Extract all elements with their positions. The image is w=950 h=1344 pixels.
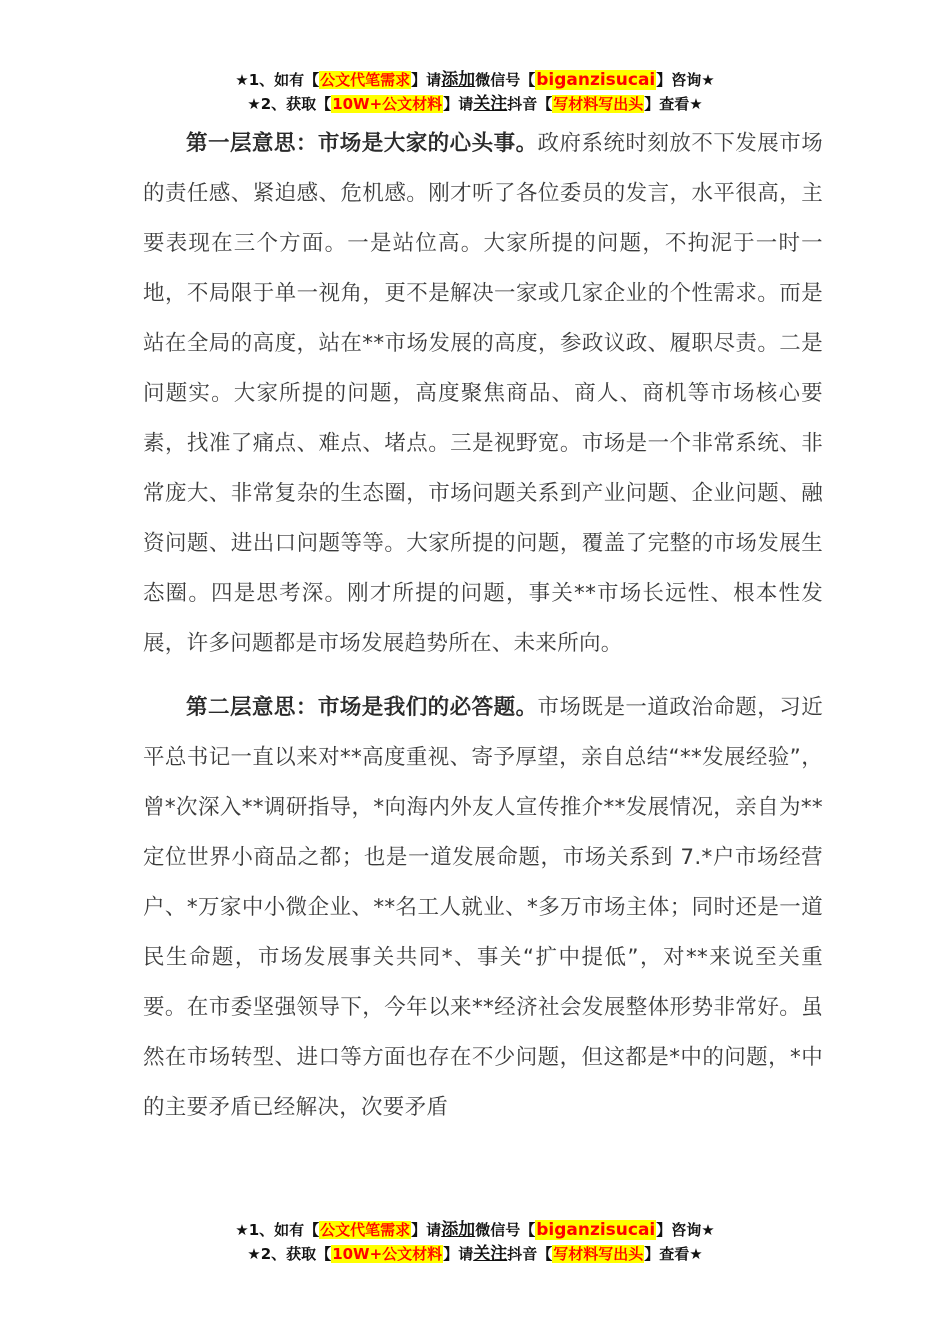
highlight-wechat-id: biganzisucai <box>536 70 656 90</box>
banner-text: 】查看★ <box>644 95 703 113</box>
banner-text: 抖音【 <box>507 1245 553 1263</box>
banner-text: 】请 <box>443 95 474 113</box>
banner-text: ★2、获取【 <box>247 1245 332 1263</box>
banner-text: 微信号【 <box>475 1221 536 1239</box>
banner-text: 】查看★ <box>644 1245 703 1263</box>
underlined-add: 添加 <box>441 70 476 90</box>
banner-text: 】请 <box>411 1221 442 1239</box>
highlight-materials: 10W+公文材料 <box>332 1245 443 1263</box>
banner-line-1 <box>0 68 950 92</box>
banner-line-1 <box>0 1218 950 1242</box>
banner-text: 】请 <box>411 71 442 89</box>
underlined-add: 添加 <box>441 1220 476 1240</box>
paragraph-1 <box>143 119 823 669</box>
banner-text: ★1、如有【 <box>235 1221 320 1239</box>
header-banner <box>0 68 950 116</box>
banner-line-2 <box>0 1242 950 1266</box>
banner-text: 抖音【 <box>507 95 553 113</box>
paragraph-text: 市场既是一道政治命题，习近平总书记一直以来对**高度重视、寄予厚望，亲自总结“**发展经验”，曾*次深入**调研指导，*向海内外友人宣传推介**发展情况，亲自为**定位世界小商品之都；也是一道发展命题，市场关系到 7.*户市场经营户、*万家中小微企业、**名工人就业、*多万市场主体；同时还是一道民生命题，市场发展事关共同*、事关“扩中提低”，对**来说至关重要。在市委坚强领导下，今年以来**经济社会发展整体形势非常好。虽然在市场转型、进口等方面也存在不少问题，但这都是*中的问题，*中的主要矛盾已经解决，次要矛盾 <box>143 695 823 1120</box>
underlined-follow: 关注 <box>473 94 508 114</box>
paragraph-lead: 第一层意思：市场是大家的心头事。 <box>186 131 538 156</box>
highlight-wechat-id: biganzisucai <box>536 1220 656 1240</box>
banner-text: 微信号【 <box>475 71 536 89</box>
paragraph-2 <box>143 683 823 1133</box>
banner-text: 】咨询★ <box>656 71 715 89</box>
banner-text: 】请 <box>443 1245 474 1263</box>
paragraph-lead: 第二层意思：市场是我们的必答题。 <box>186 695 538 720</box>
banner-line-2 <box>0 92 950 116</box>
highlight-ghostwriting: 公文代笔需求 <box>320 1221 411 1239</box>
document-body <box>143 119 823 1133</box>
banner-text: ★2、获取【 <box>247 95 332 113</box>
underlined-follow: 关注 <box>473 1244 508 1264</box>
banner-text: ★1、如有【 <box>235 71 320 89</box>
footer-banner <box>0 1218 950 1266</box>
highlight-douyin-account: 写材料写出头 <box>553 1245 644 1263</box>
highlight-ghostwriting: 公文代笔需求 <box>320 71 411 89</box>
highlight-douyin-account: 写材料写出头 <box>553 95 644 113</box>
highlight-materials: 10W+公文材料 <box>332 95 443 113</box>
paragraph-text: 政府系统时刻放不下发展市场的责任感、紧迫感、危机感。刚才听了各位委员的发言，水平很高，主要表现在三个方面。一是站位高。大家所提的问题，不拘泥于一时一地，不局限于单一视角，更不是解决一家或几家企业的个性需求。而是站在全局的高度，站在**市场发展的高度，参政议政、履职尽责。二是问题实。大家所提的问题，高度聚焦商品、商人、商机等市场核心要素，找准了痛点、难点、堵点。三是视野宽。市场是一个非常系统、非常庞大、非常复杂的生态圈，市场问题关系到产业问题、企业问题、融资问题、进出口问题等等。大家所提的问题，覆盖了完整的市场发展生态圈。四是思考深。刚才所提的问题，事关**市场长远性、根本性发展，许多问题都是市场发展趋势所在、未来所向。 <box>143 131 823 656</box>
banner-text: 】咨询★ <box>656 1221 715 1239</box>
